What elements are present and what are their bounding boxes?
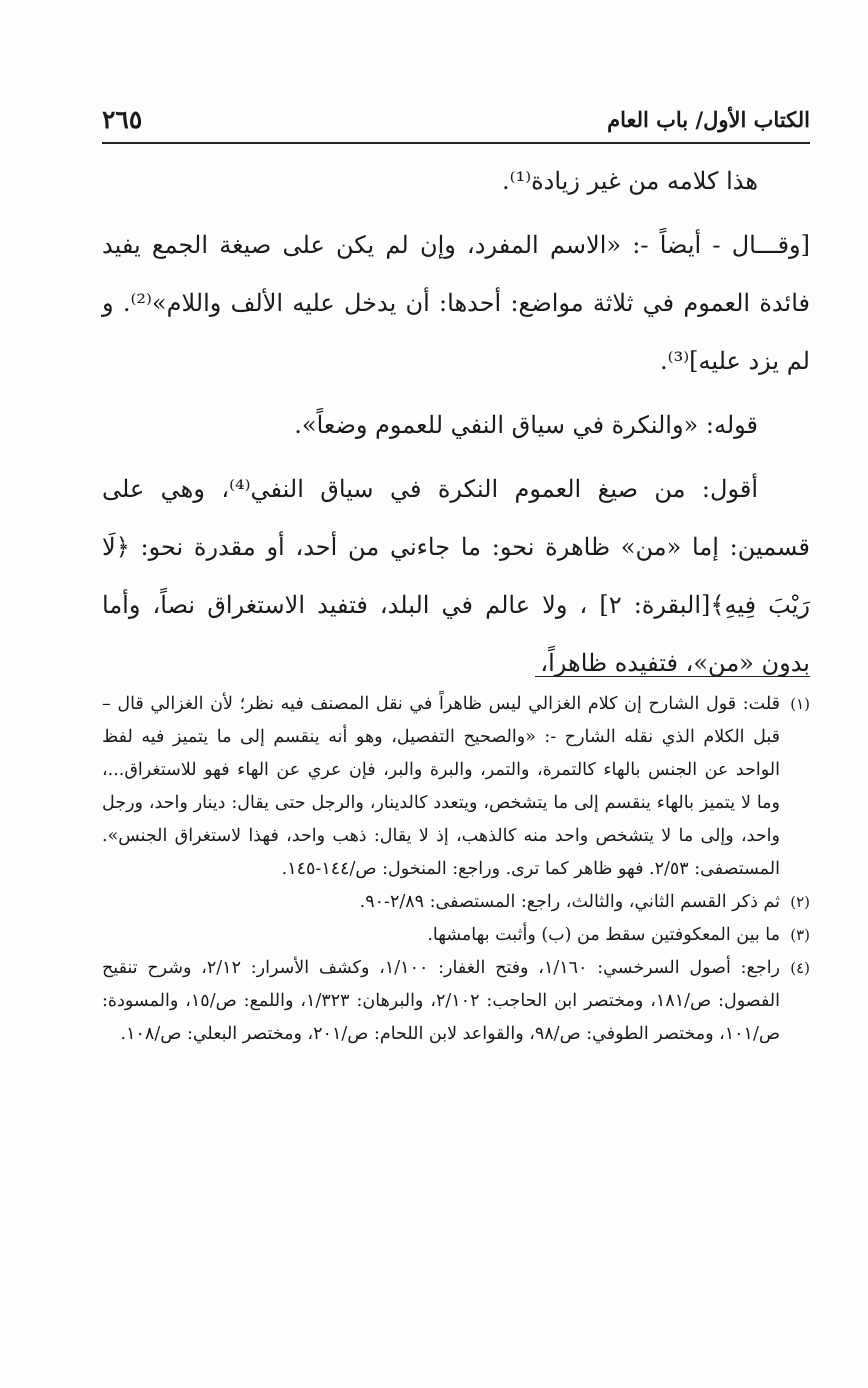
footnote-4 (102, 952, 810, 1051)
footnote-1 (102, 688, 810, 886)
footnote-number: (٢) (790, 893, 810, 911)
page-number: ٢٦٥ (102, 104, 143, 134)
paragraph-statement: قوله: «والنكرة في سياق النفي للعموم وضعاً». (294, 411, 758, 439)
footnotes (102, 688, 810, 1051)
footnote-number: (٤) (790, 959, 810, 977)
main-text (102, 152, 810, 692)
footnote-separator (535, 676, 810, 677)
footnote-text: ثم ذكر القسم الثاني، والثالث، راجع: المستصفى: ٢/٨٩-٩٠. (359, 892, 780, 912)
running-title: الكتاب الأول/ باب العام (607, 106, 810, 132)
paragraph-commentary: أقول: من صيغ العموم النكرة في سياق النفي⁽⁴⁾، وهي على قسمين: إما «من» ظاهرة نحو: ما جاءني من أحد، أو مقدرة نحو: ﴿لَا رَيْبَ فِيهِ﴾[البقرة: ٢] ، ولا عالم في البلد، فتفيد الاستغراق نصاً، وأما بدون «من»، فتفيده ظاهراً، (102, 475, 810, 677)
footnote-text: ما بين المعكوفتين سقط من (ب) وأثبت بهامشها. (427, 925, 780, 945)
footnote-2 (102, 886, 810, 919)
footnote-3 (102, 919, 810, 952)
footnote-number: (٣) (790, 926, 810, 944)
paragraph-intro: هذا كلامه من غير زيادة⁽¹⁾. (502, 167, 758, 195)
page-header (102, 96, 810, 144)
paragraph-quote: [وقـــال - أيضاً -: «الاسم المفرد، وإن لم يكن على صيغة الجمع يفيد فائدة العموم في ثلاثة مواضع: أحدها: أن يدخل عليه الألف واللام»⁽²⁾. و لم يزد عليه]⁽³⁾. (102, 231, 810, 375)
footnote-text: راجع: أصول السرخسي: ١/١٦٠، وفتح الغفار: ١/١٠٠، وكشف الأسرار: ٢/١٢، وشرح تنقيح الفصول: ص/١٨١، ومختصر ابن الحاجب: ٢/١٠٢، والبرهان: ١/٣٢٣، واللمع: ص/١٥، والمسودة: ص/١٠١، ومختصر الطوفي: ص/٩٨، والقواعد لابن اللحام: ص/٢٠١، ومختصر البعلي: ص/١٠٨. (102, 958, 781, 1044)
footnote-number: (١) (790, 695, 810, 713)
footnote-text: قلت: قول الشارح إن كلام الغزالي ليس ظاهراً في نقل المصنف فيه نظر؛ لأن الغزالي قال – قبل الكلام الذي نقله الشارح -: «والصحيح التفصيل، وهو أنه ينقسم إلى ما يتميز فيه لفظ الواحد عن الجنس بالهاء كالتمرة، والتمر، والبرة والبر، فإن عري عن الهاء فهو للاستغراق...، وما لا يتميز بالهاء ينقسم إلى ما يتشخص، ويتعدد كالدينار، والرجل حتى يقال: دينار واحد، ورجل واحد، وإلى ما لا يتشخص واحد منه كالذهب، إذ لا يقال: ذهب واحد، فهذا لاستغراق الجنس». المستصفى: ٢/٥٣. فهو ظاهر كما ترى. وراجع: المنخول: ص/١٤٤-١٤٥. (102, 694, 780, 879)
